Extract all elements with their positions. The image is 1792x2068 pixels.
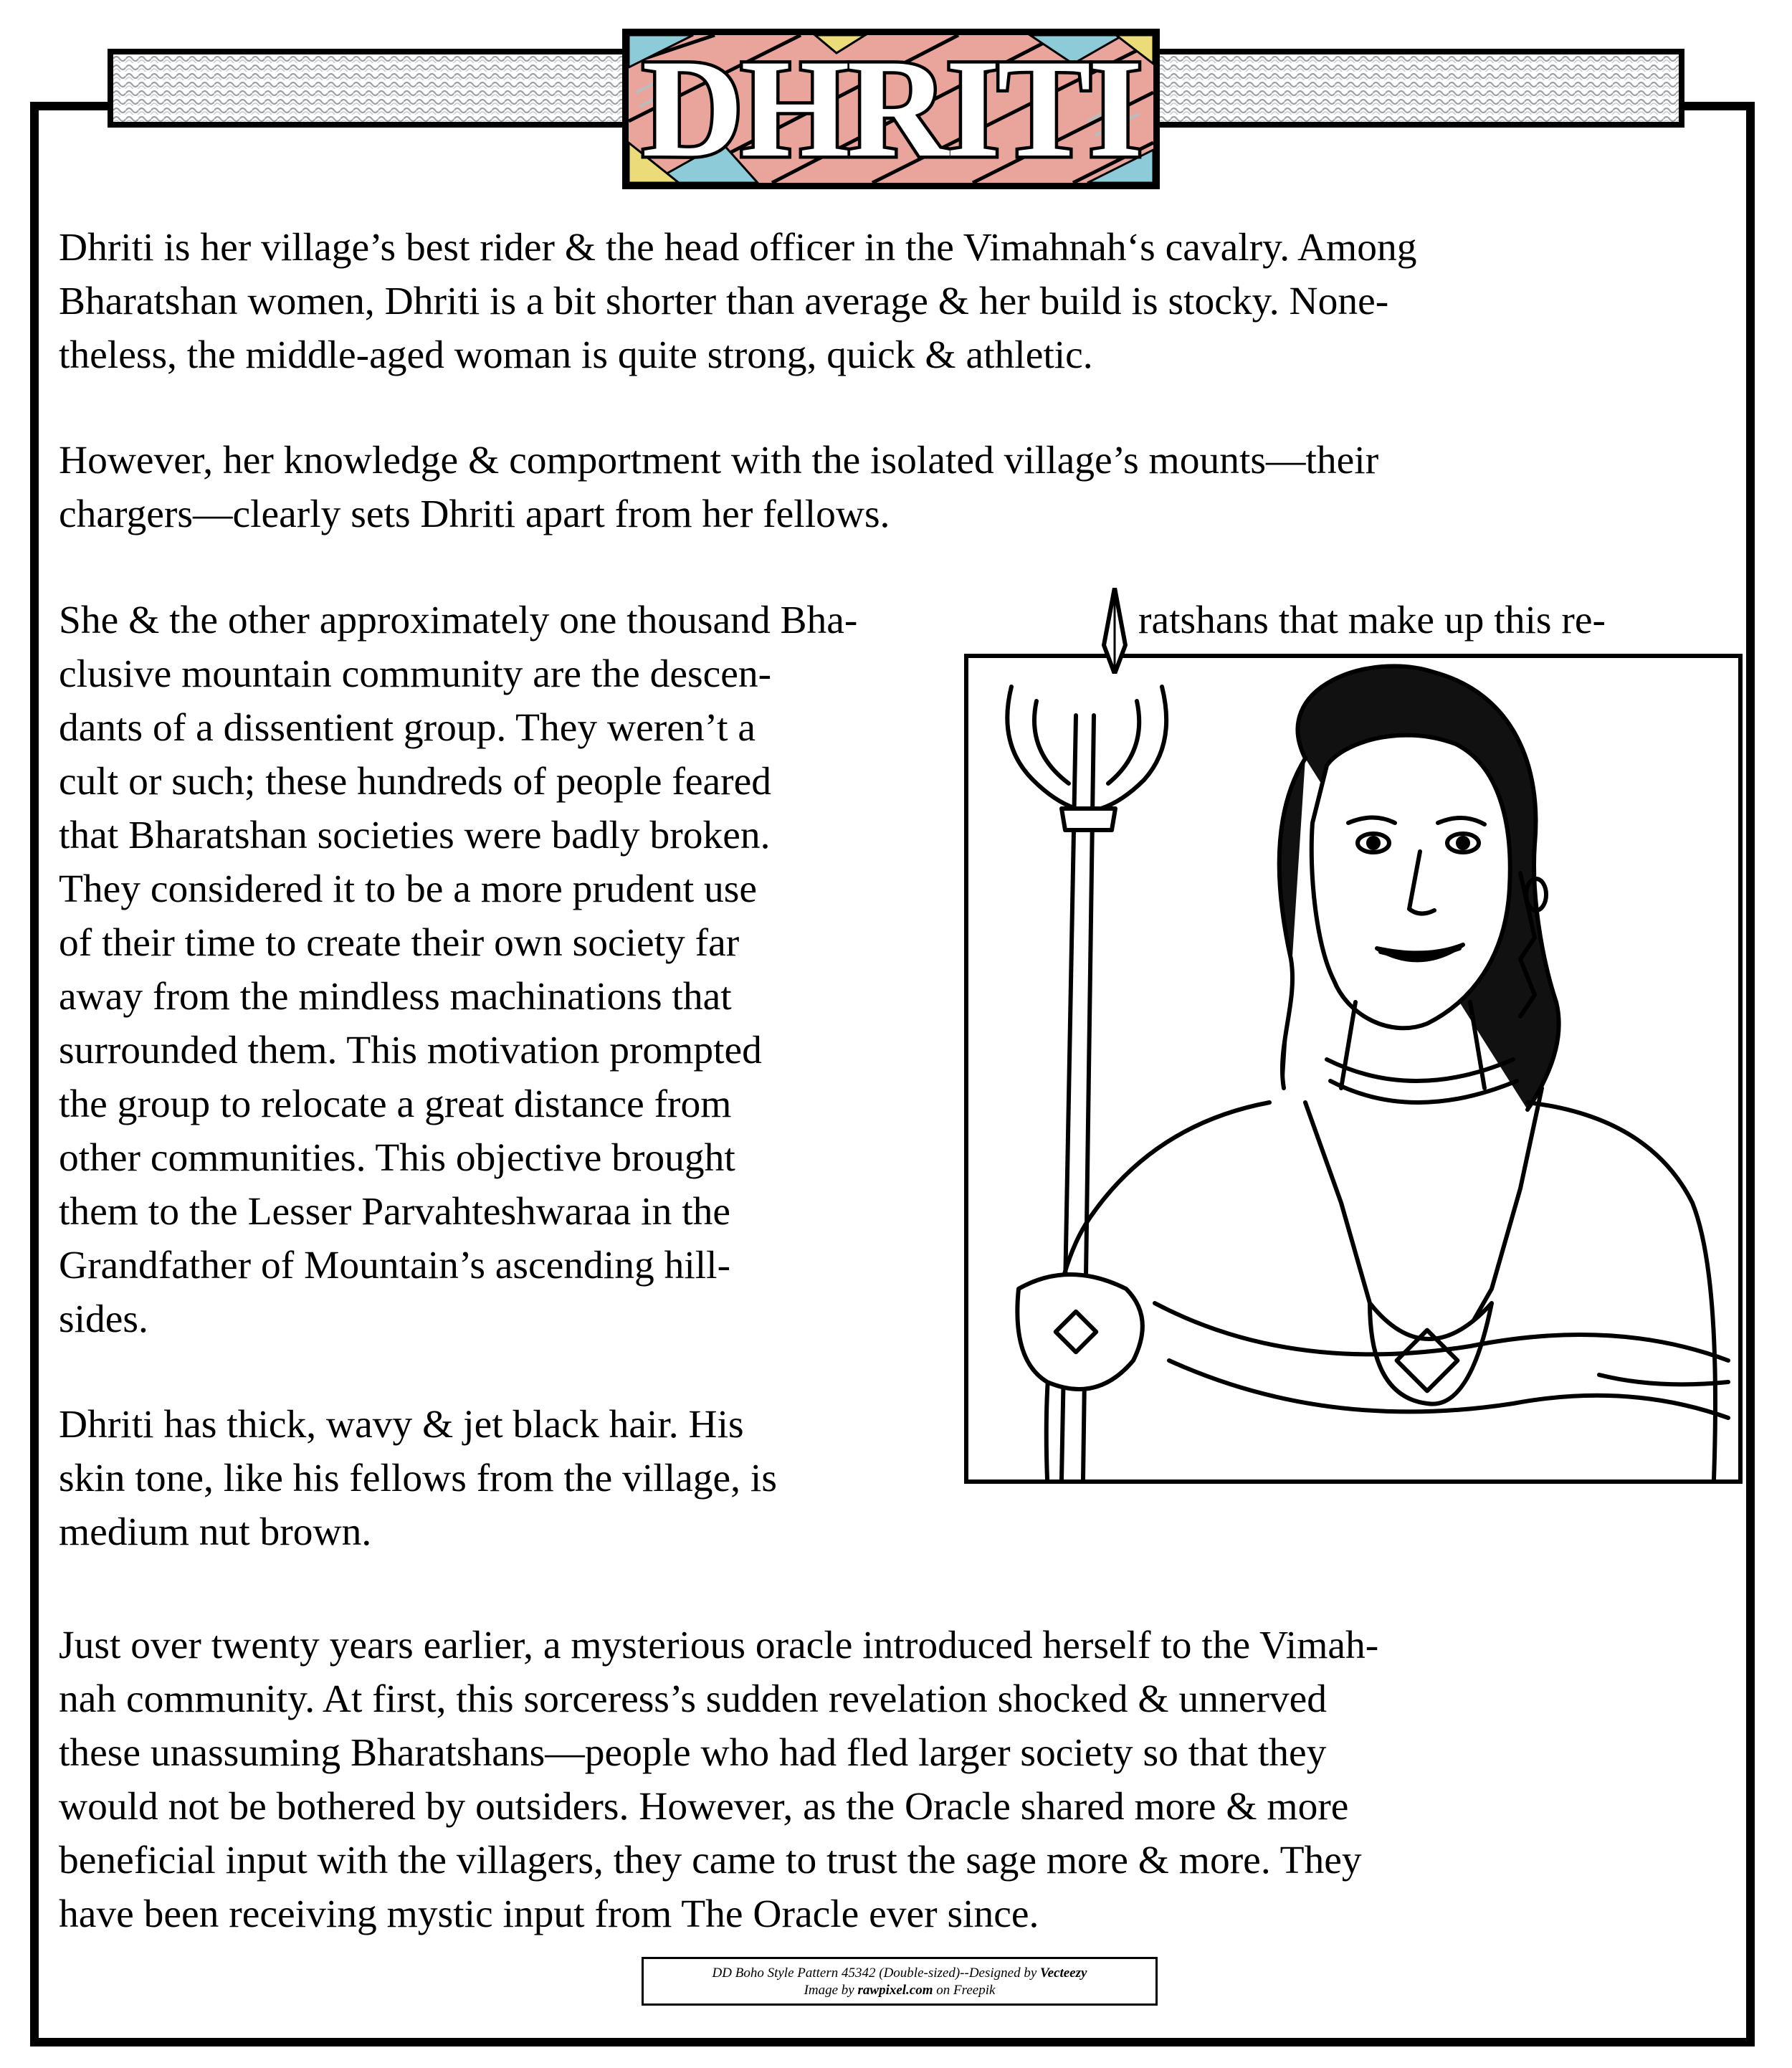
- paragraph-3-line-2: clusive mountain community are the descen-: [59, 652, 772, 696]
- paragraph-3-line-5: that Bharatshan societies were badly broken.: [59, 814, 771, 857]
- title-box: [622, 29, 1160, 189]
- paragraph-3-line-3: dants of a dissentient group. They weren’t a: [59, 706, 756, 750]
- paragraph-5-line-4: would not be bothered by outsiders. However, as the Oracle shared more & more: [59, 1785, 1349, 1829]
- spear-tip-icon: [1075, 588, 1154, 674]
- paragraph-4-line-2: skin tone, like his fellows from the village, is: [59, 1457, 777, 1500]
- credit-line-2: Image by rawpixel.com on Freepik: [804, 1983, 996, 1998]
- paragraph-3-line-1-left: She & the other approximately one thousand Bha-: [59, 599, 858, 642]
- paragraph-5-line-2: nah community. At first, this sorceress’s sudden revelation shocked & unnerved: [59, 1677, 1327, 1721]
- paragraph-4-line-1: Dhriti has thick, wavy & jet black hair. His: [59, 1403, 744, 1447]
- paragraph-5-line-6: have been receiving mystic input from The Oracle ever since.: [59, 1892, 1039, 1936]
- portrait-illustration: [964, 654, 1743, 1484]
- paragraph-3-line-14: sides.: [59, 1297, 148, 1341]
- paragraph-3-line-7: of their time to create their own society far: [59, 921, 740, 965]
- paragraph-1-line-1: Dhriti is her village’s best rider & the head officer in the Vimahnah‘s cavalry. Among: [59, 226, 1417, 270]
- portrait-drawing: [968, 658, 1738, 1479]
- paragraph-5-line-5: beneficial input with the villagers, they came to trust the sage more & more. They: [59, 1839, 1362, 1882]
- title-banner-right: [1140, 49, 1684, 128]
- paragraph-3-line-13: Grandfather of Mountain’s ascending hill-: [59, 1244, 731, 1287]
- banner-pattern-right: [1145, 54, 1679, 122]
- credit-line-1: DD Boho Style Pattern 45342 (Double-sized)--Designed by Vecteezy: [712, 1965, 1087, 1981]
- paragraph-1-line-2: Bharatshan women, Dhriti is a bit shorter than average & her build is stocky. None-: [59, 280, 1389, 323]
- title-banner-left: [108, 49, 638, 128]
- paragraph-3-line-10: the group to relocate a great distance from: [59, 1082, 732, 1126]
- paragraph-2-line-2: chargers—clearly sets Dhriti apart from her fellows.: [59, 492, 890, 536]
- paragraph-1-line-3: theless, the middle-aged woman is quite strong, quick & athletic.: [59, 333, 1093, 377]
- paragraph-5-line-1: Just over twenty years earlier, a mysterious oracle introduced herself to the Vimah-: [59, 1624, 1379, 1667]
- paragraph-3-line-8: away from the mindless machinations that: [59, 975, 732, 1019]
- paragraph-3-line-11: other communities. This objective brought: [59, 1136, 735, 1180]
- paragraph-3-line-6: They considered it to be a more prudent use: [59, 867, 758, 911]
- page-title: DHRITI: [642, 31, 1140, 186]
- paragraph-3-line-4: cult or such; these hundreds of people feared: [59, 760, 772, 804]
- paragraph-3-line-12: them to the Lesser Parvahteshwaraa in the: [59, 1190, 730, 1234]
- paragraph-3-line-1-right: ratshans that make up this re-: [1138, 599, 1606, 642]
- paragraph-4-line-3: medium nut brown.: [59, 1510, 372, 1554]
- banner-pattern-left: [113, 54, 632, 122]
- paragraph-5-line-3: these unassuming Bharatshans—people who had fled larger society so that they: [59, 1731, 1327, 1775]
- paragraph-3-line-9: surrounded them. This motivation prompted: [59, 1029, 762, 1072]
- image-credit: [642, 1957, 1158, 2006]
- paragraph-2-line-1: However, her knowledge & comportment with the isolated village’s mounts—their: [59, 439, 1379, 482]
